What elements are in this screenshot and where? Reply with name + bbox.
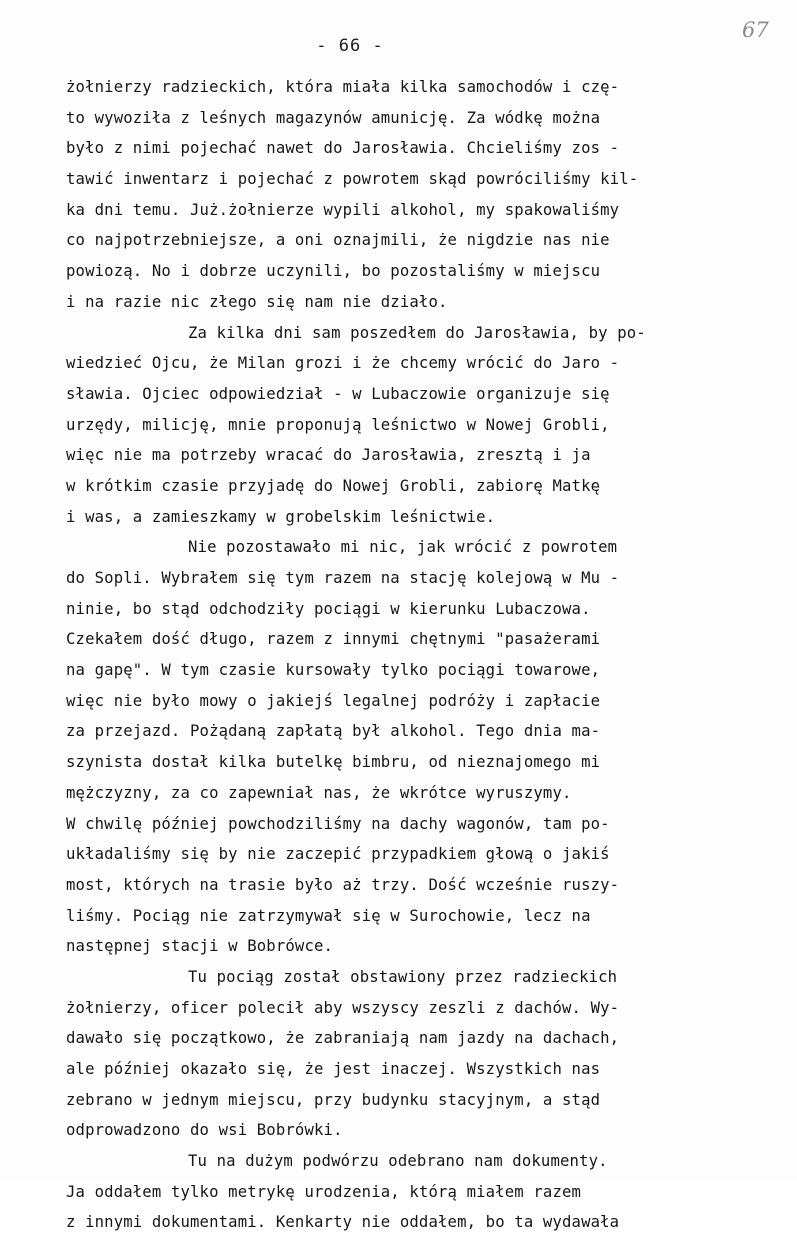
text-line: co najpotrzebniejsze, a oni oznajmili, że nigdzie nas nie — [66, 231, 610, 250]
text-line: most, których na trasie było aż trzy. Dość wcześnie ruszy- — [66, 875, 620, 894]
text-line: żołnierzy radzieckich, która miała kilka samochodów i czę- — [66, 78, 620, 96]
text-line: do Sopli. Wybrałem się tym razem na stację kolejową w Mu - — [66, 569, 620, 587]
text-line: układaliśmy się by nie zaczepić przypadkiem głową o jakiś — [66, 845, 610, 864]
text-line: wiedzieć Ojcu, że Milan grozi i że chcemy wrócić do Jaro - — [66, 354, 620, 373]
text-line: na gapę". W tym czasie kursowały tylko pociągi towarowe, — [66, 661, 601, 680]
archive-page-number: 67 — [742, 18, 769, 42]
text-line: mężczyzny, za co zapewniał nas, że wkrótce wyruszymy. — [66, 783, 572, 802]
text-line: zebrano w jednym miejscu, przy budynku stacyjnym, a stąd — [66, 1090, 601, 1109]
paragraph-first-line: Tu na dużym podwórzu odebrano nam dokumenty. — [188, 1152, 608, 1171]
text-line: odprowadzono do wsi Bobrówki. — [66, 1121, 343, 1140]
paragraph-first-line: Tu pociąg został obstawiony przez radzieckich — [188, 967, 618, 986]
page-number: - 66 - — [316, 36, 384, 56]
text-line: Czekałem dość długo, razem z innymi chętnymi "pasażerami — [66, 630, 601, 649]
text-line: dawało się początkowo, że zabraniają nam jazdy na dachach, — [66, 1029, 620, 1048]
text-line: W chwilę później powchodziliśmy na dachy wagonów, tam po- — [66, 814, 610, 833]
text-line: ale później okazało się, że jest inaczej. Wszystkich nas — [66, 1060, 601, 1078]
text-line: w krótkim czasie przyjadę do Nowej Grobli, zabiorę Matkę — [66, 476, 601, 495]
text-line: ka dni temu. Już.żołnierze wypili alkohol, my spakowaliśmy — [66, 200, 620, 219]
text-line: sławia. Ojciec odpowiedział - w Lubaczowie organizuje się — [66, 384, 610, 403]
text-line: więc nie było mowy o jakiejś legalnej podróży i zapłacie — [66, 691, 601, 710]
text-line: następnej stacji w Bobrówce. — [66, 937, 334, 956]
paragraph-first-line: Nie pozostawało mi nic, jak wrócić z powrotem — [188, 538, 618, 557]
text-line: więc nie ma potrzeby wracać do Jarosławia, zresztą i ja — [66, 446, 591, 465]
text-line: liśmy. Pociąg nie zatrzymywał się w Surochowie, lecz na — [66, 906, 591, 925]
text-line: ninie, bo stąd odchodziły pociągi w kierunku Lubaczowa. — [66, 599, 591, 618]
text-line: Ja oddałem tylko metrykę urodzenia, którą miałem razem — [66, 1182, 582, 1201]
text-line: i na razie nic złego się nam nie działo. — [66, 292, 448, 311]
text-line: było z nimi pojechać nawet do Jarosławia. Chcieliśmy zos - — [66, 139, 620, 158]
text-line: i was, a zamieszkamy w grobelskim leśnictwie. — [66, 507, 496, 526]
body-text — [66, 72, 716, 1238]
text-line: żołnierzy, oficer polecił aby wszyscy zeszli z dachów. Wy- — [66, 998, 620, 1017]
text-line: to wywoziła z leśnych magazynów amunicję. Za wódkę można — [66, 108, 601, 127]
text-line: urzędy, milicję, mnie proponują leśnictwo w Nowej Grobli, — [66, 415, 610, 434]
text-line: tawić inwentarz i pojechać z powrotem skąd powróciliśmy kil- — [66, 170, 639, 189]
text-line: z innymi dokumentami. Kenkarty nie oddałem, bo ta wydawała — [66, 1213, 620, 1232]
text-line: za przejazd. Pożądaną zapłatą był alkohol. Tego dnia ma- — [66, 722, 601, 741]
paragraph-first-line: Za kilka dni sam poszedłem do Jarosławia, by po- — [188, 323, 646, 342]
text-line: powiozą. No i dobrze uczynili, bo pozostaliśmy w miejscu — [66, 262, 601, 281]
text-line: szynista dostał kilka butelkę bimbru, od nieznajomego mi — [66, 753, 601, 772]
